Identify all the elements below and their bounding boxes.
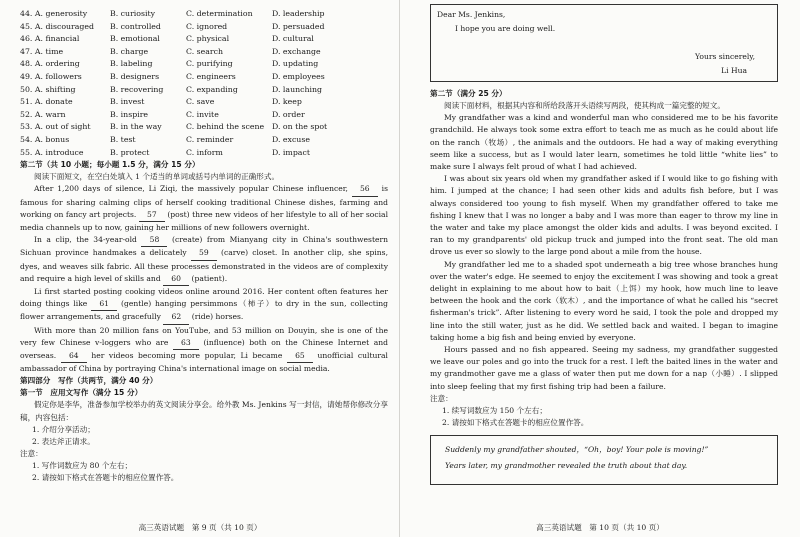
option-choice[interactable]: C. expanding (186, 84, 238, 94)
passage-text: (post) three new videos of her lifestyle to all of her social media channels up to now, gaining her millions of new followers overnight. (20, 209, 389, 232)
option-row (20, 121, 388, 134)
option-choice[interactable]: 46. A. financial (20, 34, 80, 44)
option-choice[interactable]: B. inspire (110, 109, 149, 119)
option-choice[interactable]: B. test (110, 134, 136, 144)
passage-text: her videos becoming more popular, Li became (91, 350, 283, 360)
option-choice[interactable]: C. search (186, 46, 224, 56)
writing-section2-header: 第二节（满分 25 分） (430, 89, 507, 98)
blank-61[interactable]: 61 (91, 298, 117, 311)
option-choice[interactable]: 49. A. followers (20, 71, 82, 81)
options-table (20, 8, 388, 159)
continuation-prompt-1: Suddenly my grandfather shouted，“Oh，boy! Your pole is moving!” (445, 444, 709, 454)
continuation-format-box (430, 435, 778, 485)
section2-header: 第二节（共 10 小题；每小题 1.5 分，满分 15 分） (20, 160, 200, 170)
option-choice[interactable]: 50. A. shifting (20, 84, 76, 94)
option-choice[interactable]: 45. A. discouraged (20, 21, 95, 31)
blank-60[interactable]: 60 (163, 273, 189, 286)
passage-text: In a clip, the 34-year-old (34, 235, 137, 245)
option-choice[interactable]: D. keep (272, 97, 302, 107)
blank-64[interactable]: 64 (61, 350, 87, 363)
option-row (20, 109, 388, 122)
letter-line: I hope you are doing well. (455, 24, 556, 33)
note-label: 注意： (20, 448, 43, 458)
prompt-point: 2. 表达斧正请求。 (32, 436, 95, 446)
option-choice[interactable]: 44. A. generosity (20, 9, 88, 18)
option-row (20, 46, 388, 59)
passage-text: Li first started posting cooking videos online around 2016. Her content often features her doing things like (20, 286, 388, 309)
passage-paragraph (20, 183, 388, 234)
option-row (20, 21, 388, 34)
option-choice[interactable]: C. determination (186, 9, 253, 18)
option-choice[interactable]: B. labeling (110, 59, 153, 69)
story-paragraph: I was about six years old when my grandfather asked if I would like to go fishing with him. I jumped at the chance; I had seen other kids and adults fish before, but I was always considered too young to fish myself. When my grandfather offered to take me fishing I knew that I was no longer a baby and I was more than eager to throw my line in the water and take my place amongst the older kids and adults. I was beyond excited. I ran to my grandparents' old pickup truck and jumped into the front seat. The old man drove us ever so slowly to the large pond about a mile from the house. (430, 174, 778, 257)
prompt-point: 1. 介绍分享活动； (32, 424, 95, 434)
option-choice[interactable]: D. order (272, 109, 305, 119)
passage-text: (carve) closet. In another clip, she spins, dyes, and weaves silk fabric. All these processes demonstrated in the videos are of complexity and require a high level of skills and (20, 248, 388, 283)
writing-prompt: 假定你是李华，准备参加学校举办的英文阅读分享会。给外教 Ms. Jenkins 写一封信，请她帮你修改分享稿，内容包括： (20, 400, 388, 422)
option-choice[interactable]: B. controlled (110, 21, 161, 31)
blank-59[interactable]: 59 (191, 247, 217, 260)
option-choice[interactable]: 51. A. donate (20, 97, 73, 107)
passage-text: With more than 20 million fans on YouTube, and 53 million on Douyin, she is one of the very few Chinese v-loggers who are (20, 325, 388, 347)
passage-text: (create) from Mianyang city in China's southwestern Sichuan province handmakes a delicately (20, 235, 389, 258)
option-choice[interactable]: B. charge (110, 46, 149, 56)
option-choice[interactable]: D. launching (272, 84, 323, 94)
option-choice[interactable]: C. purifying (186, 59, 233, 69)
letter-signature: Li Hua (721, 66, 747, 75)
option-choice[interactable]: D. cultural (272, 34, 314, 44)
option-choice[interactable]: 54. A. bonus (20, 134, 70, 144)
option-choice[interactable]: 48. A. ordering (20, 59, 80, 69)
passage-text: (patient). (191, 273, 228, 283)
option-row (20, 134, 388, 147)
writing-section1-header: 第一节 应用文写作（满分 15 分） (20, 388, 143, 398)
blank-62[interactable]: 62 (163, 311, 189, 324)
option-row (20, 33, 388, 46)
blank-58[interactable]: 58 (141, 234, 167, 247)
passage-paragraph (20, 286, 388, 325)
passage-text: unofficial cultural ambassador of China by portraying China's international image on social media. (20, 350, 388, 374)
option-choice[interactable]: B. invest (110, 97, 145, 107)
letter-closing: Yours sincerely, (695, 52, 755, 61)
option-choice[interactable]: 47. A. time (20, 46, 64, 56)
section2-instructions: 阅读下面短文，在空白处填入 1 个适当的单词或括号内单词的正确形式。 (34, 172, 280, 182)
option-choice[interactable]: D. employees (272, 71, 325, 81)
writing-instructions: 阅读下面材料，根据其内容和所给段落开头语续写两段，使其构成一篇完整的短文。 (444, 101, 725, 110)
option-choice[interactable]: C. physical (186, 34, 230, 44)
note-item: 1. 写作词数应为 80 个左右； (32, 460, 133, 470)
passage-text: (ride) horses. (191, 312, 244, 322)
story-paragraph: My grandfather was a kind and wonderful man who considered me to be his favorite grandchild. He always took some extra effort to teach me as much as he could about life on the ranch（牧场）, the animals and the outdoors. He had a way of making everything seem like a success, but as I would later learn, sometimes he told little “white lies” to make sure I always felt proud of what I had achieved. (430, 113, 778, 172)
note-item: 2. 请按如下格式在答题卡的相应位置作答。 (442, 417, 589, 427)
option-choice[interactable]: 52. A. warn (20, 109, 66, 119)
option-choice[interactable]: B. emotional (110, 34, 160, 44)
option-choice[interactable]: D. persuaded (272, 21, 325, 31)
letter-greeting: Dear Ms. Jenkins, (437, 10, 506, 19)
blank-65[interactable]: 65 (287, 350, 313, 363)
story-paragraph: My grandfather led me to a shaded spot underneath a big tree whose branches hung over the water's edge. He seemed to enjoy the excitement I was showing and took a great delight in explaining to me about how to bait（上饵）my hook, how much line to leave between the hook and the cork（软木）, and the importance of what he called his “secret fisherman's trick”. After listening to every word he said, I took the pole and dropped my line into the still water, just as he did. We settled back and waited. I began to imagine taking home a big fish and being envied by everyone. (430, 259, 778, 342)
option-choice[interactable]: D. impact (272, 147, 310, 157)
passage-text: (gentle) hanging persimmons（柿子）to dry in the sun, collecting flower arrangements, and gracefully (20, 299, 388, 322)
option-choice[interactable]: D. on the spot (272, 122, 328, 132)
passage-text: is famous for sharing calming clips of herself cooking traditional Chinese dishes, farming and working on fancy art projects. (20, 184, 388, 219)
option-choice[interactable]: C. save (186, 97, 215, 107)
page-footer: 高三英语试题 第 10 页（共 10 页） (536, 523, 664, 532)
option-choice[interactable]: C. invite (186, 109, 219, 119)
part4-header: 第四部分 写作（共两节，满分 40 分） (20, 376, 158, 386)
option-row (20, 58, 388, 71)
passage-paragraph (20, 234, 388, 286)
letter-format-box (430, 4, 778, 82)
note-item: 1. 续写词数应为 150 个左右； (442, 405, 547, 415)
continuation-prompt-2: Years later, my grandmother revealed the truth about that day. (445, 460, 688, 470)
note-item: 2. 请按如下格式在答题卡的相应位置作答。 (32, 472, 179, 482)
option-choice[interactable]: B. in the way (110, 122, 162, 132)
passage-text: (influence) both on the Chinese Internet and overseas. (20, 337, 388, 360)
option-choice[interactable]: D. excuse (272, 134, 310, 144)
option-choice[interactable]: B. recovering (110, 84, 164, 94)
story-paragraph: Hours passed and no fish appeared. Seeing my sadness, my grandfather suggested we leave our poles and go into the truck for a rest. I left the baited lines in the water and my grandmother gave me a glass of water then put me down for a nap（小睡）. I slipped into sleep feeling that my first fishing trip had been a failure. (430, 345, 778, 391)
option-choice[interactable]: D. exchange (272, 46, 321, 56)
option-choice[interactable]: 55. A. introduce (20, 147, 84, 157)
passage-text: After 1,200 days of silence, Li Ziqi, the massively popular Chinese influencer, (34, 184, 348, 194)
page-footer: 高三英语试题 第 9 页（共 10 页） (138, 523, 262, 532)
option-row (20, 147, 388, 160)
option-choice[interactable]: B. designers (110, 71, 160, 81)
right-page (400, 0, 800, 537)
blank-63[interactable]: 63 (173, 337, 199, 350)
option-choice[interactable]: 53. A. out of sight (20, 122, 91, 132)
option-choice[interactable]: B. curiosity (110, 9, 156, 18)
option-row (20, 8, 388, 21)
option-row (20, 71, 388, 84)
option-choice[interactable]: D. updating (272, 59, 319, 69)
blank-56[interactable]: 56 (352, 183, 378, 196)
option-choice[interactable]: C. inform (186, 147, 223, 157)
option-choice[interactable]: C. ignored (186, 21, 228, 31)
passage-paragraph (20, 325, 388, 376)
option-choice[interactable]: C. reminder (186, 134, 234, 144)
option-row (20, 96, 388, 109)
option-choice[interactable]: B. protect (110, 147, 150, 157)
blank-57[interactable]: 57 (139, 209, 165, 222)
option-choice[interactable]: D. leadership (272, 9, 325, 18)
option-choice[interactable]: C. behind the scene (186, 122, 265, 132)
option-choice[interactable]: C. engineers (186, 71, 236, 81)
note-label: 注意： (430, 393, 453, 403)
option-row (20, 84, 388, 97)
